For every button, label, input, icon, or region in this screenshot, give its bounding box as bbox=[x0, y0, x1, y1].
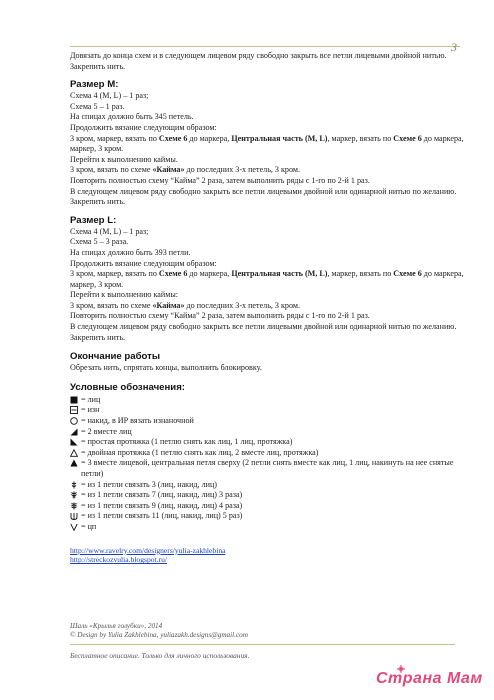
finish-heading: Окончание работы bbox=[70, 351, 161, 363]
legend-heading-text: Условные обозначения: bbox=[70, 381, 185, 393]
legend-text: = изн bbox=[81, 405, 100, 415]
page-content bbox=[70, 51, 465, 565]
watermark-logo: Страна Мам bbox=[376, 670, 483, 687]
triangle-left-icon bbox=[70, 437, 79, 447]
legend-item bbox=[70, 405, 465, 416]
links-block bbox=[70, 546, 465, 565]
size-l-line7 bbox=[70, 301, 465, 312]
text-run: 3 кром, вязать по схеме bbox=[70, 165, 153, 175]
legend-text: = 2 вместе лиц bbox=[81, 426, 132, 436]
text-bold: Схеме 6 bbox=[158, 133, 188, 143]
legend-item bbox=[70, 501, 465, 512]
size-m-line1: Схема 4 (M, L) – 1 раз; bbox=[70, 91, 149, 101]
legend-text: = из 1 петли связать 9 (лиц, накид, лиц) 4 раза) bbox=[81, 500, 243, 510]
legend-item bbox=[70, 416, 465, 427]
size-l-line3: На спицах должно быть 393 петли. bbox=[70, 247, 191, 257]
filled-triangle-icon bbox=[70, 458, 79, 468]
text-bold: Схеме 6 bbox=[158, 269, 188, 279]
legend-text: = из 1 петли связать 3 (лиц, накид, лиц) bbox=[81, 479, 217, 489]
legend-text: = накид, в ИР вязать изнаночной bbox=[81, 416, 194, 426]
page-number: 3 bbox=[451, 40, 457, 54]
size-l-line1: Схема 4 (M, L) – 1 раз; bbox=[70, 226, 149, 236]
size-l-heading: Размер L: bbox=[70, 214, 117, 226]
footer-credit-block bbox=[70, 622, 248, 640]
size-m-heading: Размер М: bbox=[70, 79, 119, 91]
text-bold: Центральная часть (M, L) bbox=[231, 269, 328, 279]
text-run: 3 кром, маркер, вязать по bbox=[70, 269, 159, 279]
text-run: до последних 3-х петель, 3 кром. bbox=[184, 300, 301, 310]
legend-item bbox=[70, 511, 465, 522]
legend-text: = из 1 петли связать 7 (лиц, накид, лиц) 3 раза) bbox=[81, 490, 243, 500]
triangle-right-icon bbox=[70, 427, 79, 437]
legend-text: = двойная протяжка (1 петлю снять как лиц, 2 вместе лиц, протяжка) bbox=[81, 447, 319, 457]
text-bold: Схеме 6 bbox=[393, 133, 422, 143]
text-run: до маркера, bbox=[187, 133, 232, 143]
size-m-line3: На спицах должно быть 345 петель. bbox=[70, 112, 194, 122]
size-l-line9: В следующем лицевом ряду свободно закрыть все петли лицевыми двойной или одинарной нитью по желанию. Закрепить нить. bbox=[70, 322, 457, 342]
legend-item bbox=[70, 427, 465, 438]
legend-text: = 3 вместе лицевой, центральная петля сверху (2 петли снять вместе как лиц, 1 лиц, накинуть на нее снятые петли) bbox=[81, 458, 454, 478]
footer-rule bbox=[70, 644, 455, 645]
v-icon bbox=[70, 522, 79, 532]
blog-link[interactable]: http://streckozvulia.blogspot.ru/ bbox=[70, 555, 168, 565]
size-m-line5 bbox=[70, 134, 465, 155]
legend-heading bbox=[70, 382, 465, 394]
bobble-9-icon bbox=[70, 501, 79, 511]
legend-item bbox=[70, 448, 465, 459]
header-rule bbox=[70, 46, 460, 47]
legend-list bbox=[70, 395, 465, 533]
legend-text: = лиц bbox=[81, 394, 101, 404]
size-l-line5 bbox=[70, 269, 465, 290]
filled-square-icon bbox=[70, 395, 79, 405]
text-bold: Центральная часть (M, L) bbox=[231, 133, 328, 143]
footer-note: Бесплатное описание. Только для личного использования. bbox=[70, 651, 250, 660]
legend-text: = простая протяжка (1 петлю снять как лиц, 1 лиц, протяжка) bbox=[81, 437, 293, 447]
text-run: , маркер, вязать по bbox=[327, 133, 394, 143]
text-bold: Схеме 6 bbox=[393, 269, 422, 279]
size-m-line4: Продолжить вязание следующим образом: bbox=[70, 122, 217, 132]
intro-paragraph: Довязать до конца схем и в следующем лицевом ряду свободно закрыть все петли лицевыми двойной нитью. Закрепить нить. bbox=[70, 51, 447, 71]
size-l-line2: Схема 5 – 3 раза. bbox=[70, 237, 129, 247]
text-run: , маркер, вязать по bbox=[327, 269, 394, 279]
size-m-line7 bbox=[70, 165, 465, 176]
size-m-line2: Схема 5 – 1 раз. bbox=[70, 101, 125, 111]
dash-square-icon bbox=[70, 405, 79, 415]
text-bold: «Кайма» bbox=[152, 300, 185, 310]
ravelry-link[interactable]: http://www.ravelry.com/designers/yulia-zakhlebina bbox=[70, 545, 226, 555]
legend-item bbox=[70, 490, 465, 501]
text-run: до последних 3-х петель, 3 кром. bbox=[184, 165, 301, 175]
size-m-line9: В следующем лицевом ряду свободно закрыть все петли лицевыми двойной или одинарной нитью по желанию. Закрепить нить. bbox=[70, 186, 457, 207]
outline-triangle-icon bbox=[70, 448, 79, 458]
text-bold: «Кайма» bbox=[152, 165, 185, 175]
size-m-line6: Перейти к выполнению каймы. bbox=[70, 154, 178, 164]
footer-title: Шаль «Крылья голубки», 2014 bbox=[70, 622, 163, 630]
legend-item bbox=[70, 395, 465, 406]
circle-icon bbox=[70, 416, 79, 426]
text-run: 3 кром, маркер, вязать по bbox=[70, 133, 159, 143]
size-l-line6: Перейти к выполнению каймы: bbox=[70, 290, 179, 300]
bobble-7-icon bbox=[70, 490, 79, 500]
finish-text: Обрезать нить, спрятать концы, выполнить блокировку. bbox=[70, 363, 262, 373]
footer-credit: © Design by Yulia Zakhlebina, yuliazakh.designs@gmail.com bbox=[70, 631, 248, 639]
bobble-11-icon bbox=[70, 511, 79, 521]
size-m-line8: Повторить полностью схему “Кайма” 2 раза, затем выполнить ряды с 1-го по 2-й 1 раз. bbox=[70, 175, 370, 185]
legend-item bbox=[70, 522, 465, 533]
text-run: до маркера, bbox=[187, 269, 232, 279]
text-run: до маркера, маркер, 3 кром. bbox=[70, 269, 464, 289]
legend-item bbox=[70, 437, 465, 448]
legend-text: = из 1 петли связать 11 (лиц, накид, лиц) 5 раз) bbox=[81, 511, 243, 521]
bobble-3-icon bbox=[70, 480, 79, 490]
legend-item bbox=[70, 480, 465, 491]
legend-text: = цп bbox=[81, 521, 97, 531]
text-run: 3 кром, вязать по схеме bbox=[70, 300, 153, 310]
size-l-line8: Повторить полностью схему “Кайма” 2 раза, затем выполнить ряды с 1-го по 2-й 1 раз. bbox=[70, 311, 370, 321]
size-l-line4: Продолжить вязание следующим образом: bbox=[70, 258, 217, 268]
text-run: до маркера, маркер, 3 кром. bbox=[70, 133, 464, 154]
legend-item bbox=[70, 458, 465, 479]
